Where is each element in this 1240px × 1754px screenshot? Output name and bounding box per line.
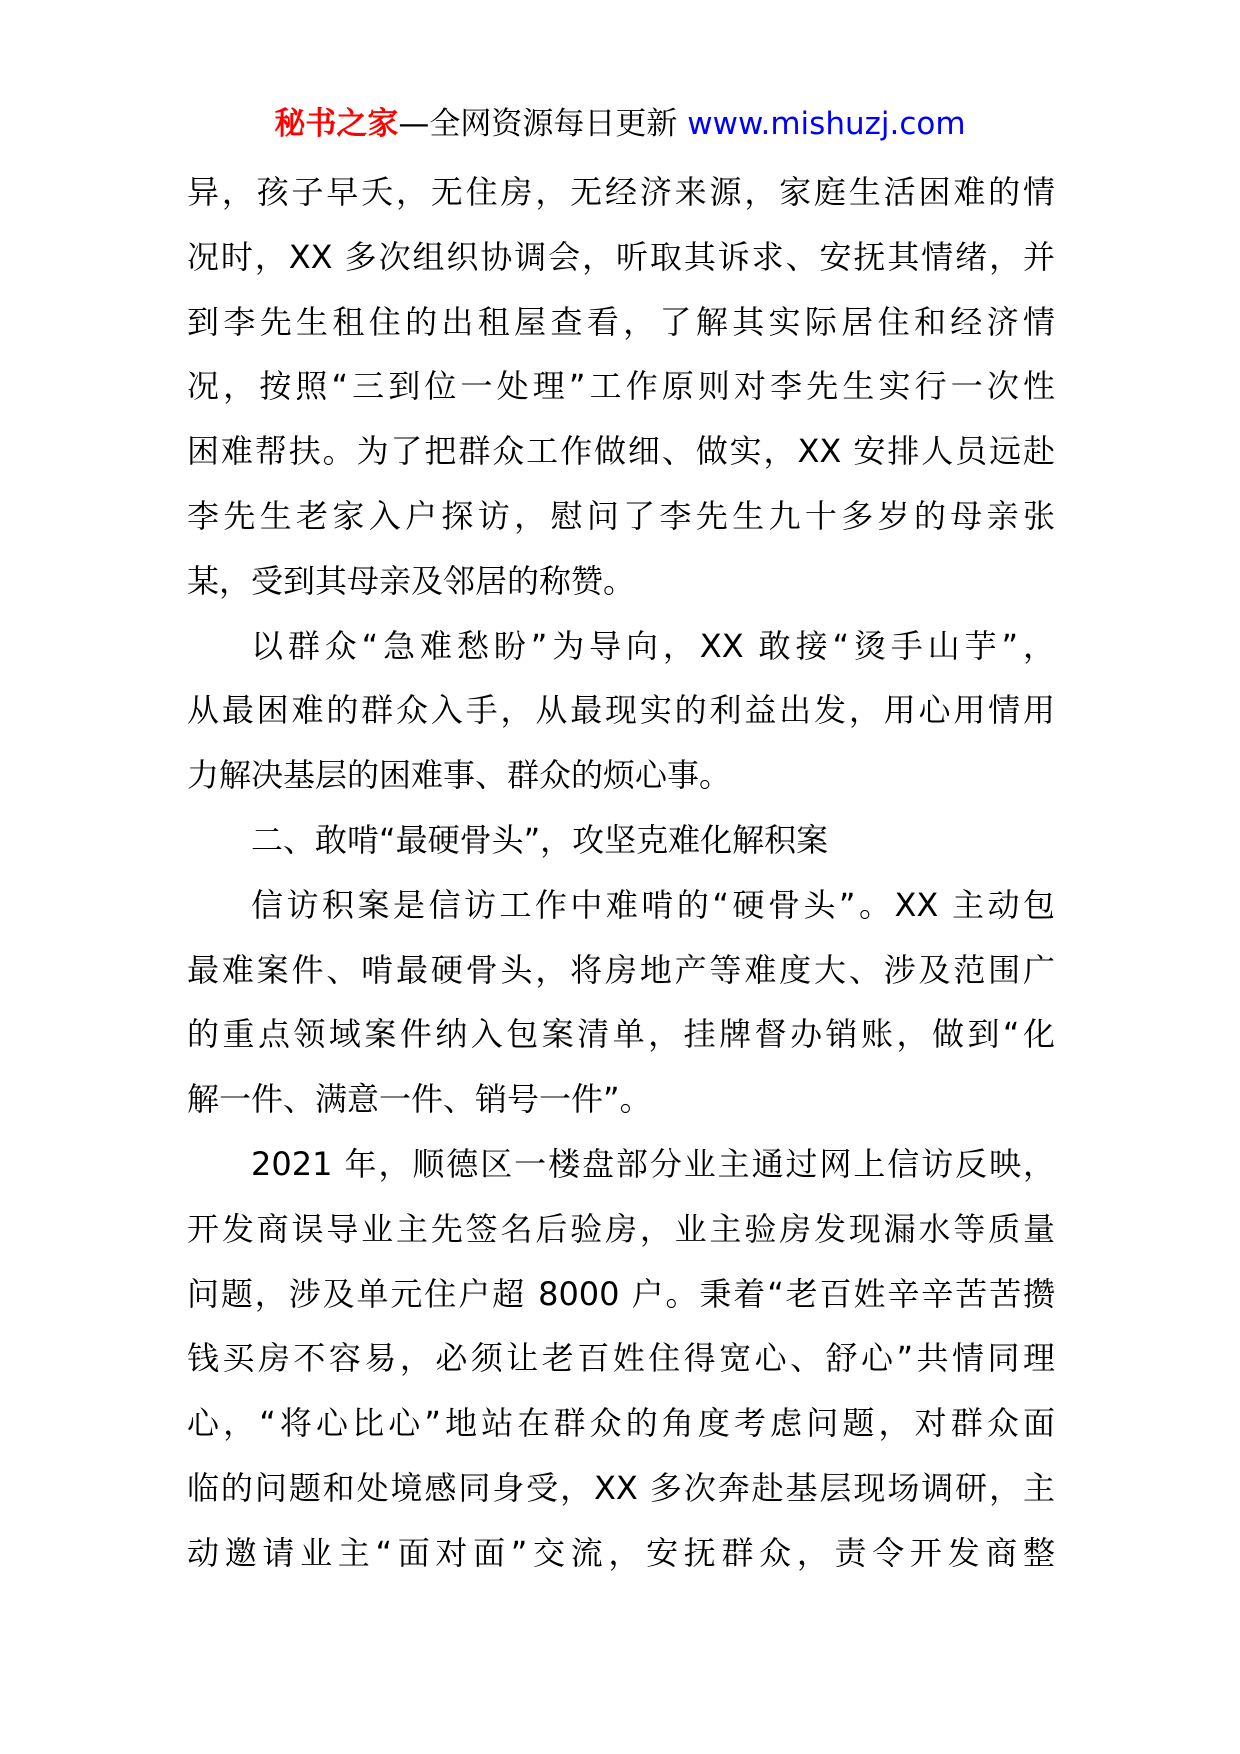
text-line: 动邀请业主“面对面”交流，安抚群众，责令开发商整 (187, 1533, 1055, 1572)
text-line: 异，孩子早夭，无住房，无经济来源，家庭生活困难的情 (187, 173, 1055, 211)
text-line: 解一件、满意一件、销号一件”。 (187, 1080, 652, 1119)
text-line: 力解决基层的困难事、群众的烦心事。 (187, 756, 732, 795)
text-line: 况，按照“三到位一处理”工作原则对李先生实行一次性 (187, 367, 1055, 406)
paragraph-first-line: 2021 年，顺德区一楼盘部分业主通过网上信访反映， (251, 1144, 1055, 1183)
header-tagline: —全网资源每日更新 (398, 106, 678, 142)
paragraph-first-line: 以群众“急难愁盼”为导向，XX 敢接“烫手山芋”， (251, 626, 1055, 665)
text-line: 问题，涉及单元住户超 8000 户。秉着“老百姓辛辛苦苦攒 (187, 1274, 1055, 1313)
section-heading: 二、敢啃“最硬骨头”，攻坚克难化解积案 (251, 820, 829, 859)
text-line: 心，“将心比心”地站在群众的角度考虑问题，对群众面 (187, 1404, 1055, 1443)
site-url-link[interactable]: www.mishuzj.com (687, 106, 966, 142)
document-body (187, 160, 1055, 1586)
text-line: 开发商误导业主先签名后验房，业主验房发现漏水等质量 (187, 1209, 1055, 1248)
text-line: 钱买房不容易，必须让老百姓住得宽心、舒心”共情同理 (187, 1339, 1055, 1378)
text-line: 的重点领域案件纳入包案清单，挂牌督办销账，做到“化 (187, 1015, 1055, 1054)
brand-name: 秘书之家 (274, 106, 399, 142)
text-line: 某，受到其母亲及邻居的称赞。 (187, 561, 636, 600)
paragraph-first-line: 信访积案是信访工作中难啃的“硬骨头”。XX 主动包 (251, 885, 1055, 924)
text-line: 临的问题和处境感同身受，XX 多次奔赴基层现场调研，主 (187, 1468, 1055, 1507)
page-header (0, 100, 1240, 148)
text-line: 到李先生租住的出租屋查看，了解其实际居住和经济情 (187, 302, 1055, 341)
text-line: 最难案件、啃最硬骨头，将房地产等难度大、涉及范围广 (187, 950, 1055, 989)
text-line: 从最困难的群众入手，从最现实的利益出发，用心用情用 (187, 691, 1055, 730)
text-line: 况时，XX 多次组织协调会，听取其诉求、安抚其情绪，并 (187, 237, 1055, 276)
text-line: 李先生老家入户探访，慰问了李先生九十多岁的母亲张 (187, 496, 1055, 535)
text-line: 困难帮扶。为了把群众工作做细、做实，XX 安排人员远赴 (187, 432, 1055, 471)
